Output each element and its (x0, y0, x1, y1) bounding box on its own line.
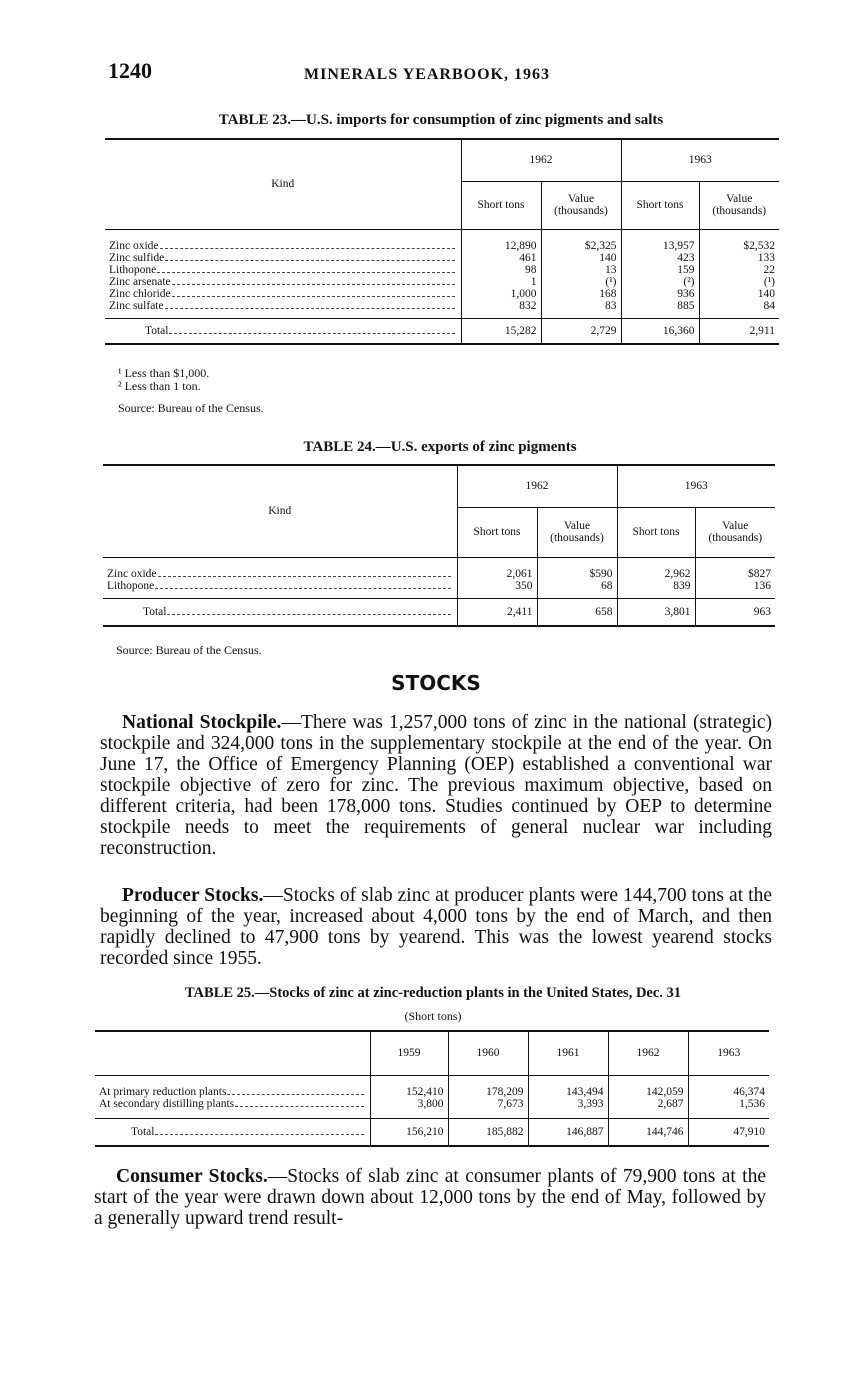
column-header: Value (thousands) (541, 181, 621, 229)
footnote: ² Less than 1 ton. (118, 379, 201, 393)
year-header: 1963 (621, 139, 779, 181)
total-label: Total (143, 605, 167, 618)
year-header: 1959 (370, 1031, 448, 1075)
row-label-wrap (109, 252, 457, 264)
cell-value: 1 (461, 276, 541, 288)
row-label-cell (105, 252, 461, 264)
table-row (103, 557, 775, 580)
leader-dots (165, 307, 455, 309)
cell-value: $590 (537, 557, 617, 580)
table-25-caption: TABLE 25.—Stocks of zinc at zinc-reduction plants in the United States, Dec. 31 (184, 985, 682, 1001)
cell-value: 140 (541, 252, 621, 264)
row-label-cell (103, 580, 457, 599)
cell-value: 1,000 (461, 288, 541, 300)
paragraph-consumer-stocks (94, 1166, 766, 1229)
cell-value: 159 (621, 264, 699, 276)
cell-value: 839 (617, 580, 695, 599)
paragraph-lead: National Stockpile. (122, 712, 282, 733)
total-label-cell (103, 598, 457, 626)
cell-value: 178,209 (448, 1075, 528, 1098)
cell-value: 46,374 (733, 1085, 765, 1098)
cell-value: 1,536 (739, 1097, 765, 1110)
cell-value: 136 (753, 579, 771, 592)
source-note: Source: Bureau of the Census. (118, 401, 264, 415)
row-label-cell (103, 557, 457, 580)
page-header (108, 58, 788, 92)
cell-value: 13 (541, 264, 621, 276)
table-25-subcaption: (Short tons) (404, 1009, 462, 1023)
cell-value: 2,061 (457, 557, 537, 580)
row-label-cell (105, 300, 461, 319)
row-label-cell (105, 229, 461, 252)
paragraph-text: —Stocks of slab zinc at producer plants were 144,700 tons at the beginning of the year, increased about 4,000 tons by the end of March, and then rapidly declined to 47,900 tons by yearend. This was the lowest yearend stocks recorded since 1955. (100, 885, 772, 969)
row-label: Zinc sulfide (109, 251, 165, 264)
cell-value: 12,890 (461, 229, 541, 252)
row-label: Lithopone (107, 579, 155, 592)
table-row (95, 1075, 769, 1098)
row-label: Zinc oxide (109, 239, 159, 252)
total-value: 16,360 (621, 318, 699, 344)
column-header: Short tons (457, 507, 537, 557)
cell-value: 68 (537, 580, 617, 599)
row-label-wrap (99, 1086, 366, 1098)
year-header: 1963 (717, 1047, 741, 1060)
table-24-caption: TABLE 24.—U.S. exports of zinc pigments (303, 439, 577, 455)
table-23 (105, 138, 779, 345)
total-value: 658 (537, 598, 617, 626)
cell-value: $827 (748, 567, 771, 580)
table-row (105, 252, 779, 264)
row-label-wrap (109, 240, 457, 252)
total-value: 47,910 (733, 1125, 765, 1138)
leader-dots (158, 575, 451, 577)
paragraph-text: —Stocks of slab zinc at consumer plants of 79,900 tons at the start of the year were drawn down about 12,000 tons by the end of May, followed by a generally upward trend result- (94, 1166, 766, 1229)
row-label: At secondary distilling plants (99, 1097, 235, 1110)
year-header: 1963 (617, 465, 775, 507)
row-label: Zinc chloride (109, 287, 171, 300)
leader-dots (157, 271, 454, 273)
paragraph-lead: Consumer Stocks. (116, 1166, 268, 1187)
year-header: 1962 (461, 139, 621, 181)
row-label-cell (105, 276, 461, 288)
total-value: 2,411 (457, 598, 537, 626)
row-label-cell (95, 1098, 370, 1119)
stub-header (95, 1031, 370, 1075)
total-label: Total (145, 324, 169, 337)
section-heading: STOCKS (391, 671, 481, 695)
kind-header: Kind (105, 139, 461, 229)
column-header: Value (thousands) (695, 507, 775, 557)
row-label: Zinc arsenate (109, 275, 171, 288)
cell-value: 13,957 (621, 229, 699, 252)
cell-value: 133 (757, 251, 775, 264)
table-row (105, 264, 779, 276)
column-header: Short tons (461, 181, 541, 229)
total-value: 963 (753, 605, 771, 618)
total-value: 156,210 (370, 1118, 448, 1146)
cell-value: 2,687 (608, 1098, 688, 1119)
cell-value: 143,494 (528, 1075, 608, 1098)
row-label-wrap (109, 276, 457, 288)
leader-dots (165, 259, 454, 261)
cell-value: 83 (541, 300, 621, 319)
row-label-cell (95, 1075, 370, 1098)
cell-value: (²) (621, 276, 699, 288)
leader-dots (235, 1105, 363, 1107)
table-row (103, 580, 775, 599)
cell-value: 423 (621, 252, 699, 264)
column-header: Short tons (621, 181, 699, 229)
column-header: Short tons (617, 507, 695, 557)
page-number: 1240 (108, 58, 152, 83)
cell-value: 84 (763, 299, 775, 312)
cell-value: 142,059 (608, 1075, 688, 1098)
table-row (105, 288, 779, 300)
cell-value: 350 (457, 580, 537, 599)
cell-value: 885 (621, 300, 699, 319)
leader-dots (227, 1093, 363, 1095)
total-value: 15,282 (461, 318, 541, 344)
cell-value: 936 (621, 288, 699, 300)
row-label: Zinc oxide (107, 567, 157, 580)
total-value: 2,729 (541, 318, 621, 344)
table-row (105, 276, 779, 288)
paragraph-national-stockpile (100, 712, 772, 859)
total-label: Total (131, 1125, 155, 1138)
leader-dots (172, 283, 455, 285)
row-label-wrap (109, 264, 457, 276)
row-label-wrap (107, 568, 453, 580)
cell-value: 3,800 (370, 1098, 448, 1119)
year-header: 1960 (448, 1031, 528, 1075)
row-label: At primary reduction plants (99, 1085, 227, 1098)
total-label-cell (105, 318, 461, 344)
cell-value: $2,532 (743, 239, 775, 252)
source-note: Source: Bureau of the Census. (116, 643, 262, 657)
paragraph-lead: Producer Stocks. (122, 885, 264, 906)
total-value: 2,911 (749, 324, 775, 337)
leader-dots (160, 247, 455, 249)
row-label-wrap (109, 300, 457, 312)
row-label-cell (105, 288, 461, 300)
cell-value: 3,393 (528, 1098, 608, 1119)
cell-value: 2,962 (617, 557, 695, 580)
total-value: 185,882 (448, 1118, 528, 1146)
footnote: ¹ Less than $1,000. (118, 366, 210, 380)
cell-value: 98 (461, 264, 541, 276)
paragraph-producer-stocks (100, 885, 772, 969)
total-label-cell (95, 1118, 370, 1146)
row-label: Zinc sulfate (109, 299, 164, 312)
cell-value: (¹) (541, 276, 621, 288)
column-header: Value (thousands) (537, 507, 617, 557)
cell-value: (¹) (763, 275, 775, 288)
leader-dots (172, 295, 455, 297)
cell-value: 168 (541, 288, 621, 300)
cell-value: $2,325 (541, 229, 621, 252)
cell-value: 140 (757, 287, 775, 300)
table-row (95, 1098, 769, 1119)
cell-value: 7,673 (448, 1098, 528, 1119)
leader-dots (155, 587, 450, 589)
cell-value: 152,410 (370, 1075, 448, 1098)
year-header: 1962 (608, 1031, 688, 1075)
kind-header: Kind (103, 465, 457, 557)
running-head: MINERALS YEARBOOK, 1963 (304, 66, 550, 83)
column-header: Value (thousands) (699, 181, 779, 229)
cell-value: 832 (461, 300, 541, 319)
table-row (105, 300, 779, 319)
year-header: 1962 (457, 465, 617, 507)
year-header: 1961 (528, 1031, 608, 1075)
table-24 (103, 464, 775, 627)
cell-value: 22 (763, 263, 775, 276)
table-row (105, 229, 779, 252)
row-label: Lithopone (109, 263, 157, 276)
row-label-cell (105, 264, 461, 276)
total-value: 3,801 (617, 598, 695, 626)
total-value: 144,746 (608, 1118, 688, 1146)
total-value: 146,887 (528, 1118, 608, 1146)
table-23-caption: TABLE 23.—U.S. imports for consumption of zinc pigments and salts (218, 112, 664, 128)
row-label-wrap (107, 580, 453, 592)
cell-value: 461 (461, 252, 541, 264)
row-label-wrap (109, 288, 457, 300)
row-label-wrap (99, 1098, 366, 1110)
table-25 (95, 1030, 769, 1147)
paragraph-text: —There was 1,257,000 tons of zinc in the national (strategic) stockpile and 324,000 tons in the supplementary stockpile at the end of the year. On June 17, the Office of Emergency Planning (OEP) established a conventional war stockpile objective of zero for zinc. The previous maximum objective, based on different criteria, had been 178,000 tons. Studies continued by OEP to determine stockpile needs to meet the requirements of general nuclear war including reconstruction. (100, 712, 772, 859)
